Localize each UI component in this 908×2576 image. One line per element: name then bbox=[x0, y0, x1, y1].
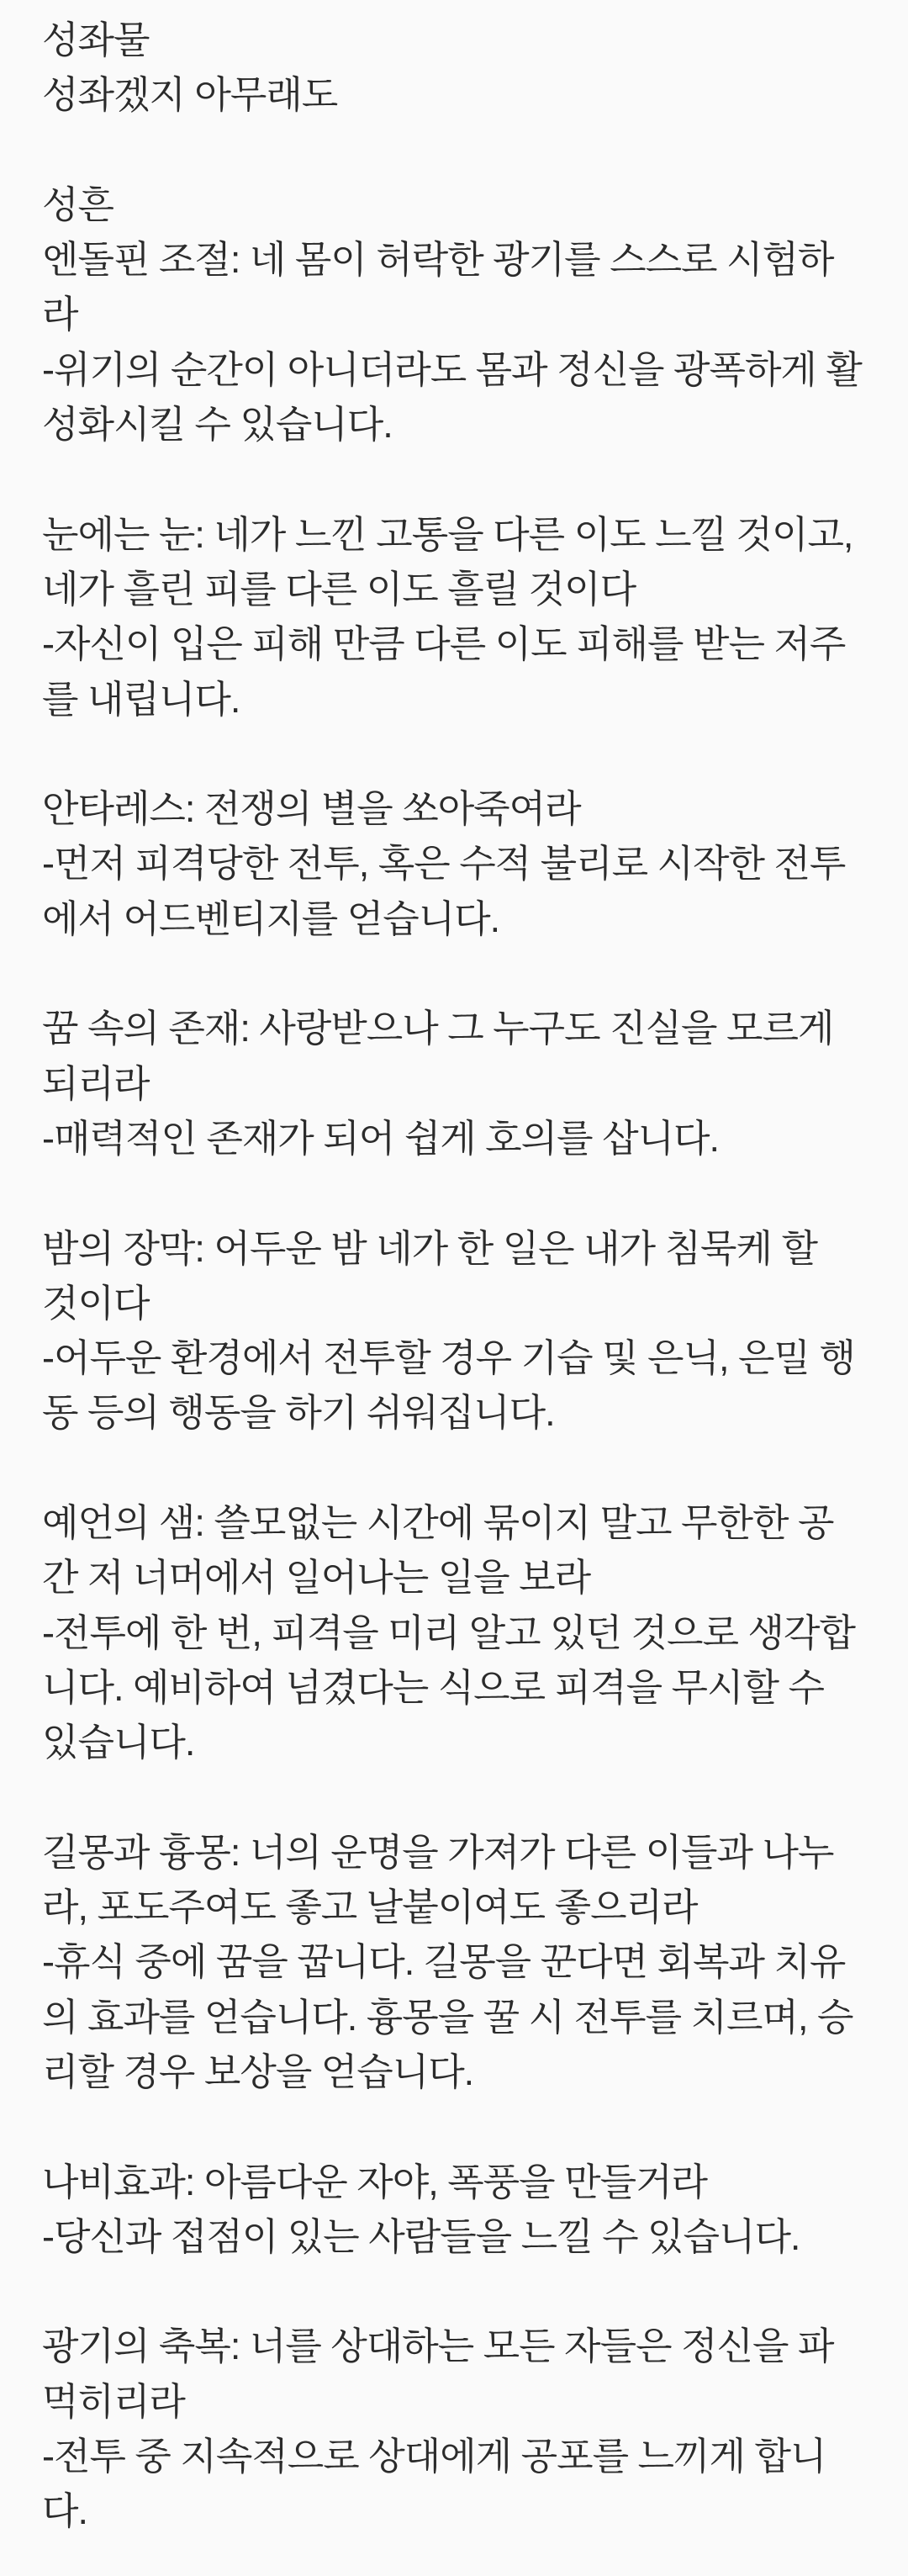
text-line: 에서 어드벤티지를 얻습니다. bbox=[42, 897, 500, 940]
text-line: 광기의 축복: 너를 상대하는 모든 자들은 정신을 파 bbox=[42, 2325, 834, 2368]
text-line: 네가 흘린 피를 다른 이도 흘릴 것이다 bbox=[42, 567, 636, 611]
text-line: 눈에는 눈: 네가 느낀 고통을 다른 이도 느낄 것이고, bbox=[42, 512, 853, 556]
text-line: 안타레스: 전쟁의 별을 쏘아죽여라 bbox=[42, 787, 581, 831]
text-line: -휴식 중에 꿈을 꿉니다. 길몽을 꾼다면 회복과 치유 bbox=[42, 1940, 846, 1984]
text-line: 니다. 예비하여 넘겼다는 식으로 피격을 무시할 수 bbox=[42, 1665, 824, 1709]
paragraph-blessing-of-madness bbox=[42, 2319, 868, 2538]
paragraph-good-and-bad-dreams bbox=[42, 1825, 868, 2099]
text-line: 의 효과를 얻습니다. 흉몽을 꿀 시 전투를 치르며, 승 bbox=[42, 1995, 853, 2039]
text-line: 성좌겠지 아무래도 bbox=[42, 73, 338, 117]
text-line: 성흔 bbox=[42, 182, 114, 226]
text-line: 간 저 너머에서 일어나는 일을 보라 bbox=[42, 1556, 591, 1600]
text-line: 있습니다. bbox=[42, 1721, 195, 1764]
paragraph-butterfly-effect bbox=[42, 2155, 868, 2265]
text-line: 되리라 bbox=[42, 1061, 150, 1105]
paragraph-veil-of-night bbox=[42, 1221, 868, 1441]
text-line: -매력적인 존재가 되어 쉽게 호의를 삽니다. bbox=[42, 1116, 719, 1160]
paragraph-being-in-dream bbox=[42, 1001, 868, 1166]
text-line: 성화시킬 수 있습니다. bbox=[42, 403, 393, 447]
paragraph-spring-of-prophecy bbox=[42, 1495, 868, 1769]
paragraph-eye-for-an-eye bbox=[42, 507, 868, 727]
text-line: 먹히리라 bbox=[42, 2379, 185, 2423]
text-line: 라, 포도주여도 좋고 날붙이여도 좋으리라 bbox=[42, 1886, 698, 1929]
text-line: 예언의 샘: 쓸모없는 시간에 묶이지 말고 무한한 공 bbox=[42, 1501, 834, 1545]
text-line: 리할 경우 보상을 얻습니다. bbox=[42, 2050, 474, 2093]
text-line: -전투에 한 번, 피격을 미리 알고 있던 것으로 생각합 bbox=[42, 1611, 855, 1654]
text-line: -전투 중 지속적으로 상대에게 공포를 느끼게 합니 bbox=[42, 2435, 826, 2478]
text-line: -어두운 환경에서 전투할 경우 기습 및 은닉, 은밀 행 bbox=[42, 1336, 855, 1380]
text-line: -자신이 입은 피해 만큼 다른 이도 피해를 받는 저주 bbox=[42, 622, 846, 666]
text-line: 다. bbox=[42, 2489, 87, 2533]
text-line: -위기의 순간이 아니더라도 몸과 정신을 광폭하게 활 bbox=[42, 347, 862, 391]
text-line: 를 내립니다. bbox=[42, 677, 240, 721]
paragraph-title bbox=[42, 13, 868, 123]
text-line: 것이다 bbox=[42, 1281, 150, 1325]
paragraph-stigma-endorphin bbox=[42, 177, 868, 452]
text-line: 엔돌핀 조절: 네 몸이 허락한 광기를 스스로 시험하 bbox=[42, 238, 834, 282]
text-line: 나비효과: 아름다운 자야, 폭풍을 만들거라 bbox=[42, 2160, 708, 2203]
text-line: 길몽과 흉몽: 너의 운명을 가져가 다른 이들과 나누 bbox=[42, 1830, 834, 1874]
text-line: 밤의 장막: 어두운 밤 네가 한 일은 내가 침묵케 할 bbox=[42, 1226, 817, 1270]
text-line: 라 bbox=[42, 293, 78, 336]
text-line: -먼저 피격당한 전투, 혹은 수적 불리로 시작한 전투 bbox=[42, 842, 846, 886]
text-line: 성좌물 bbox=[42, 19, 150, 61]
text-line: -당신과 접점이 있는 사람들을 느낄 수 있습니다. bbox=[42, 2214, 800, 2258]
text-line: 꿈 속의 존재: 사랑받으나 그 누구도 진실을 모르게 bbox=[42, 1007, 834, 1050]
paragraph-antares bbox=[42, 781, 868, 946]
text-line: 동 등의 행동을 하기 쉬워집니다. bbox=[42, 1391, 555, 1435]
